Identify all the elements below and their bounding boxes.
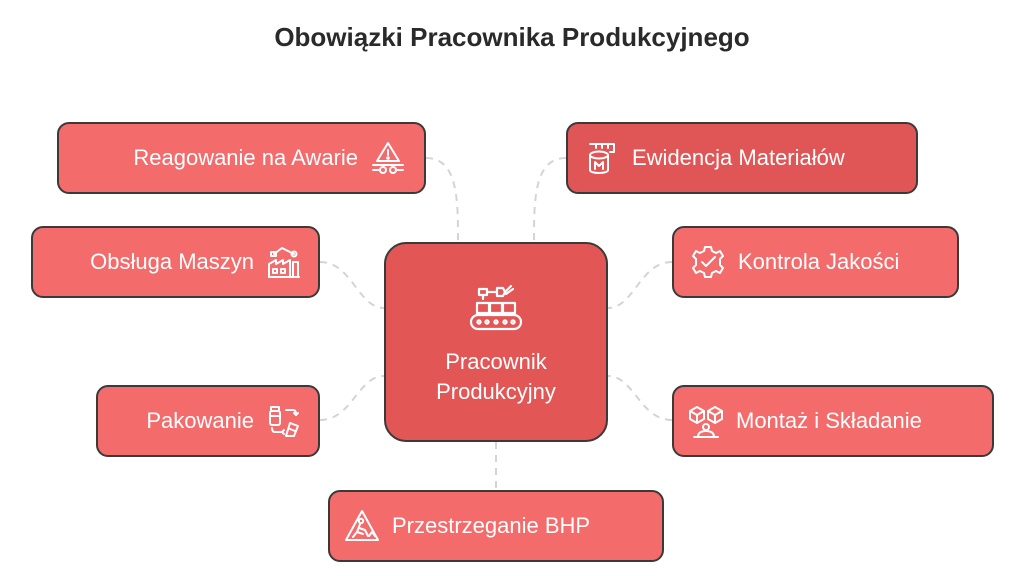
node-safety-label: Przestrzeganie BHP [392,513,591,538]
node-emergency-response [57,122,426,194]
warning-machine-icon [370,140,406,176]
robot-arm-conveyor-icon [465,277,527,339]
center-hub [384,242,608,442]
connector-machines [320,262,384,308]
node-machines-label: Obsługa Maszyn [90,249,254,274]
gear-check-icon [690,244,726,280]
node-machine-operation [31,226,320,298]
node-material-records [566,122,918,194]
connector-materials [534,158,566,242]
center-label-line1: Pracownik [445,349,547,374]
node-assembly [672,385,994,457]
node-emergency-label: Reagowanie na Awarie [133,145,358,170]
connector-quality [608,262,672,308]
node-safety-rules [328,490,664,562]
connector-emergency [426,158,458,242]
boxes-assembly-icon [688,403,724,439]
center-label-line2: Produkcyjny [436,379,556,404]
diagram-title: Obowiązki Pracownika Produkcyjnego [274,22,750,52]
node-assembly-label: Montaż i Składanie [736,408,922,433]
connector-assembly [608,376,672,420]
node-quality-label: Kontrola Jakości [738,249,900,274]
node-materials-label: Ewidencja Materiałów [632,145,845,170]
node-packing [96,385,320,457]
factory-machine-icon [266,244,302,280]
node-quality-control [672,226,959,298]
connector-packing [320,376,384,420]
material-drum-icon [584,140,620,176]
node-packing-label: Pakowanie [146,408,254,433]
packing-cycle-icon [266,403,302,439]
worker-safety-sign-icon [344,508,380,544]
